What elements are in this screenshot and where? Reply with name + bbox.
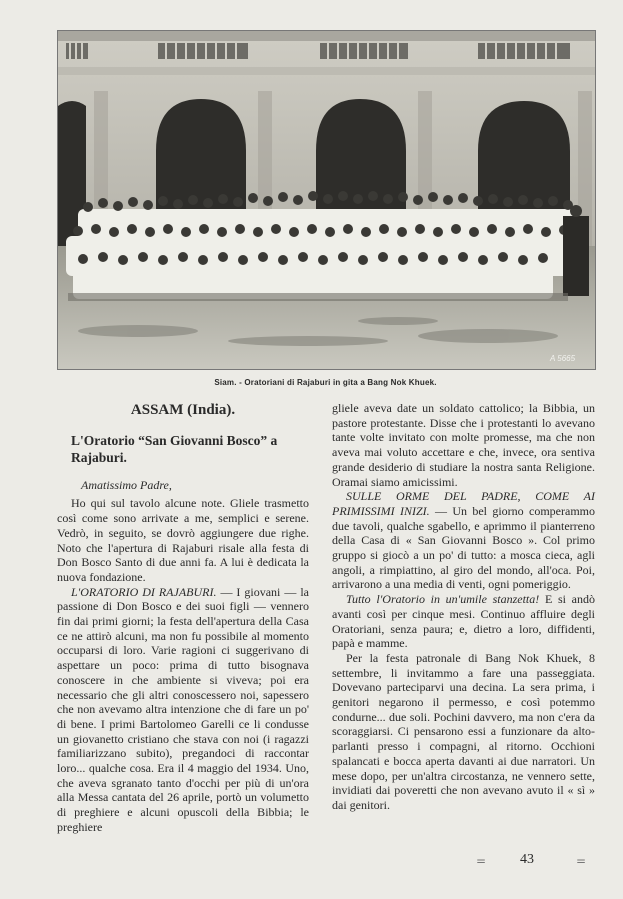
section-heading-oratorio: L'ORATORIO DI RAJABURI. [71, 584, 217, 599]
paragraph-intro: Ho qui sul tavolo alcune note. Gliele trasmetto così come sono arrivate a me, semplici e serene. Vedrò, in seguito, se dovrò aggiungere due righe. Noto che l'apertura di Rajaburi risale alla festa di Don Bosco Santo di due anni fa. A lui è dedicata la nuova fondazione. [57, 496, 309, 584]
paragraph-continued: gliele aveva date un soldato cattolico; la Bibbia, un pastore protestante. Disse che i protestanti lo avevano tante volte invitato con molte promesse, ma che non aveva mai voluto accettare e che, invece, ora sentiva grande desiderio di studiare la nostra santa Religione. Oramai siamo amicissimi. [332, 401, 595, 489]
section-heading-orme: SULLE ORME DEL PADRE, COME AI PRIMISSIMI INIZI. [332, 489, 595, 518]
paragraph-oratorio [57, 585, 309, 835]
paragraph-festa: Per la festa patronale di Bang Nok Khuek, 8 settembre, li invitammo a fare una passeggiata. Dovevano parteciparvi una decina. La sera prima, i genitori negarono il permesso, e così potemmo condurne... due soli. Pochini davvero, ma non c'era da scoraggiarsi. Ci pensarono essi a funzionare da alto-parlanti presso i compagni, al ritorno. Occhioni spalancati e bocca aperta davanti ai due narratori. Un mese dopo, per un'altra circostanza, ne vennero sette, invidiati dai poveretti che non avevano avuto il « sì » dai genitori. [332, 650, 595, 812]
italic-phrase-stanzetta: Tutto l'Oratorio in un'umile stanzetta! [346, 592, 540, 607]
photo-stamp: A 5665 [550, 354, 576, 363]
photo-caption: Siam. - Oratoriani di Rajaburi in gita a Bang Nok Khuek. [214, 378, 437, 387]
paragraph-stanzetta-text: E si andò avanti così per cinque mesi. Continuo affluire degli Oratoriani, senza paura; e, dietro a loro, diffidenti, papà e mamme. [332, 592, 595, 651]
paragraph-orme-text: — Un bel giorno comperammo due tavoli, qualche sgabello, e aprimmo il pianterreno della Casa di « San Giovanni Bosco ». Col primo gruppo si giocò a un po' di tutto: a mosca cieca, agli angoli, a rimpiattino, al giro del mondo, all'oca. Poi, arrivarono a una media di venti, ogni pomeriggio. [332, 503, 595, 592]
photo-illustration [58, 31, 595, 369]
paragraph-orme [332, 489, 595, 592]
salutation: Amatissimo Padre, [81, 477, 172, 492]
group-photo [57, 30, 596, 370]
right-column [332, 401, 595, 813]
page-number: 43 [520, 852, 534, 867]
article-title: ASSAM (India). [130, 402, 236, 418]
left-column [57, 400, 309, 835]
article-subtitle: L'Oratorio “San Giovanni Bosco” a Rajaburi. [71, 432, 278, 465]
decorative-mark-left: = [476, 854, 487, 868]
paragraph-stanzetta [332, 592, 595, 651]
paragraph-oratorio-text: — I giovani — la passione di Don Bosco e dei suoi figli — vennero fin dai primi giorni; la festa dell'apertura della Casa ce ne attirò alcuni, ma non fu possibile al momento occuparsi di loro. Varie ragioni ci suggerivano di aspettare un poco: prima di tutto bisognava conoscere in che ambiente si viveva; poi era necessario che gli altri conoscessero noi, sapessero che non avevamo altra intenzione che di fare un po' di bene. I primi Bartolomeo Garelli ce li condusse un giovanetto cristiano che stava con noi (i ragazzi familiarizzano subito), pregandoci di raccontar loro... qualche cosa. Era il 4 maggio del 1934. Uno, che aveva sgranato tanto d'occhi per più di un'ora alla Messa cantata del 26 aprile, portò un volumetto di preghiere e alcuni opuscoli della Bibbia; le preghiere [57, 584, 309, 834]
decorative-mark-right: = [576, 854, 587, 868]
